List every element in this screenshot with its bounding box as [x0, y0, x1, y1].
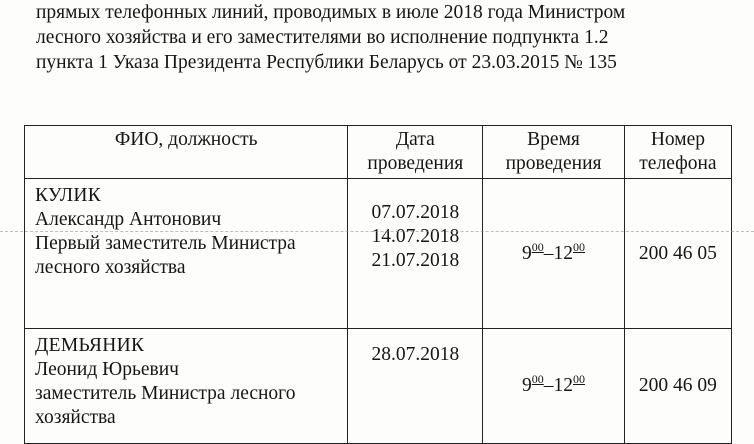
table-header-row: [25, 126, 732, 179]
phone-cell: [624, 179, 731, 329]
time-separator: –: [543, 242, 554, 264]
table-row: [25, 179, 732, 329]
header-time-line2: проведения: [505, 153, 602, 174]
person-cell: [25, 179, 348, 329]
dates-cell: [348, 329, 483, 444]
person-given-names: Александр Антонович: [35, 209, 222, 230]
header-phone: [624, 126, 731, 179]
header-date-line1: Дата: [395, 129, 435, 150]
date-value: 14.07.2018: [371, 226, 460, 247]
time-start-minutes: 00: [531, 239, 544, 254]
header-time-line1: Время: [527, 129, 580, 150]
time-start-hour: 9: [522, 375, 532, 396]
person-cell: [25, 329, 348, 444]
intro-line: прямых телефонных линий, проводимых в июле 2018 года Министром: [36, 2, 626, 23]
header-name: [25, 126, 348, 179]
person-given-names: Леонид Юрьевич: [35, 359, 179, 380]
header-date-line2: проведения: [367, 153, 464, 174]
header-date: [348, 126, 483, 179]
dates-cell: [348, 179, 483, 329]
time-end-minutes: 00: [573, 239, 586, 254]
person-position: лесного хозяйства: [35, 257, 186, 278]
time-cell: [483, 179, 625, 329]
date-value: 07.07.2018: [371, 202, 460, 223]
intro-line: пункта 1 Указа Президента Республики Беларусь от 23.03.2015 № 135: [36, 52, 617, 73]
date-value: 28.07.2018: [371, 344, 460, 365]
person-surname: КУЛИК: [35, 185, 102, 206]
person-position: заместитель Министра лесного: [35, 383, 296, 404]
hotline-schedule-table: [24, 125, 732, 444]
time-end-hour: 12: [553, 242, 574, 264]
date-value: 21.07.2018: [371, 250, 460, 271]
scan-artifact-line: [0, 231, 754, 232]
person-position: Первый заместитель Министра: [35, 233, 296, 254]
phone-cell: [624, 329, 731, 444]
intro-line: лесного хозяйства и его заместителями во исполнение подпункта 1.2: [36, 27, 609, 48]
time-end-hour: 12: [553, 375, 574, 396]
phone-number: 200 46 05: [638, 242, 717, 264]
time-end-minutes: 00: [573, 372, 586, 386]
header-time: [483, 126, 625, 179]
phone-number: 200 46 09: [638, 375, 717, 396]
time-start-hour: 9: [522, 242, 532, 264]
time-start-minutes: 00: [531, 372, 544, 386]
table-row: [25, 329, 732, 444]
person-position: хозяйства: [35, 407, 116, 428]
header-name-label: ФИО, должность: [114, 129, 258, 150]
time-separator: –: [543, 375, 554, 396]
intro-paragraph: [36, 0, 726, 75]
time-cell: [483, 329, 625, 444]
header-phone-line1: Номер: [650, 129, 706, 150]
header-phone-line2: телефона: [639, 153, 717, 174]
person-surname: ДЕМЬЯНИК: [35, 335, 145, 356]
